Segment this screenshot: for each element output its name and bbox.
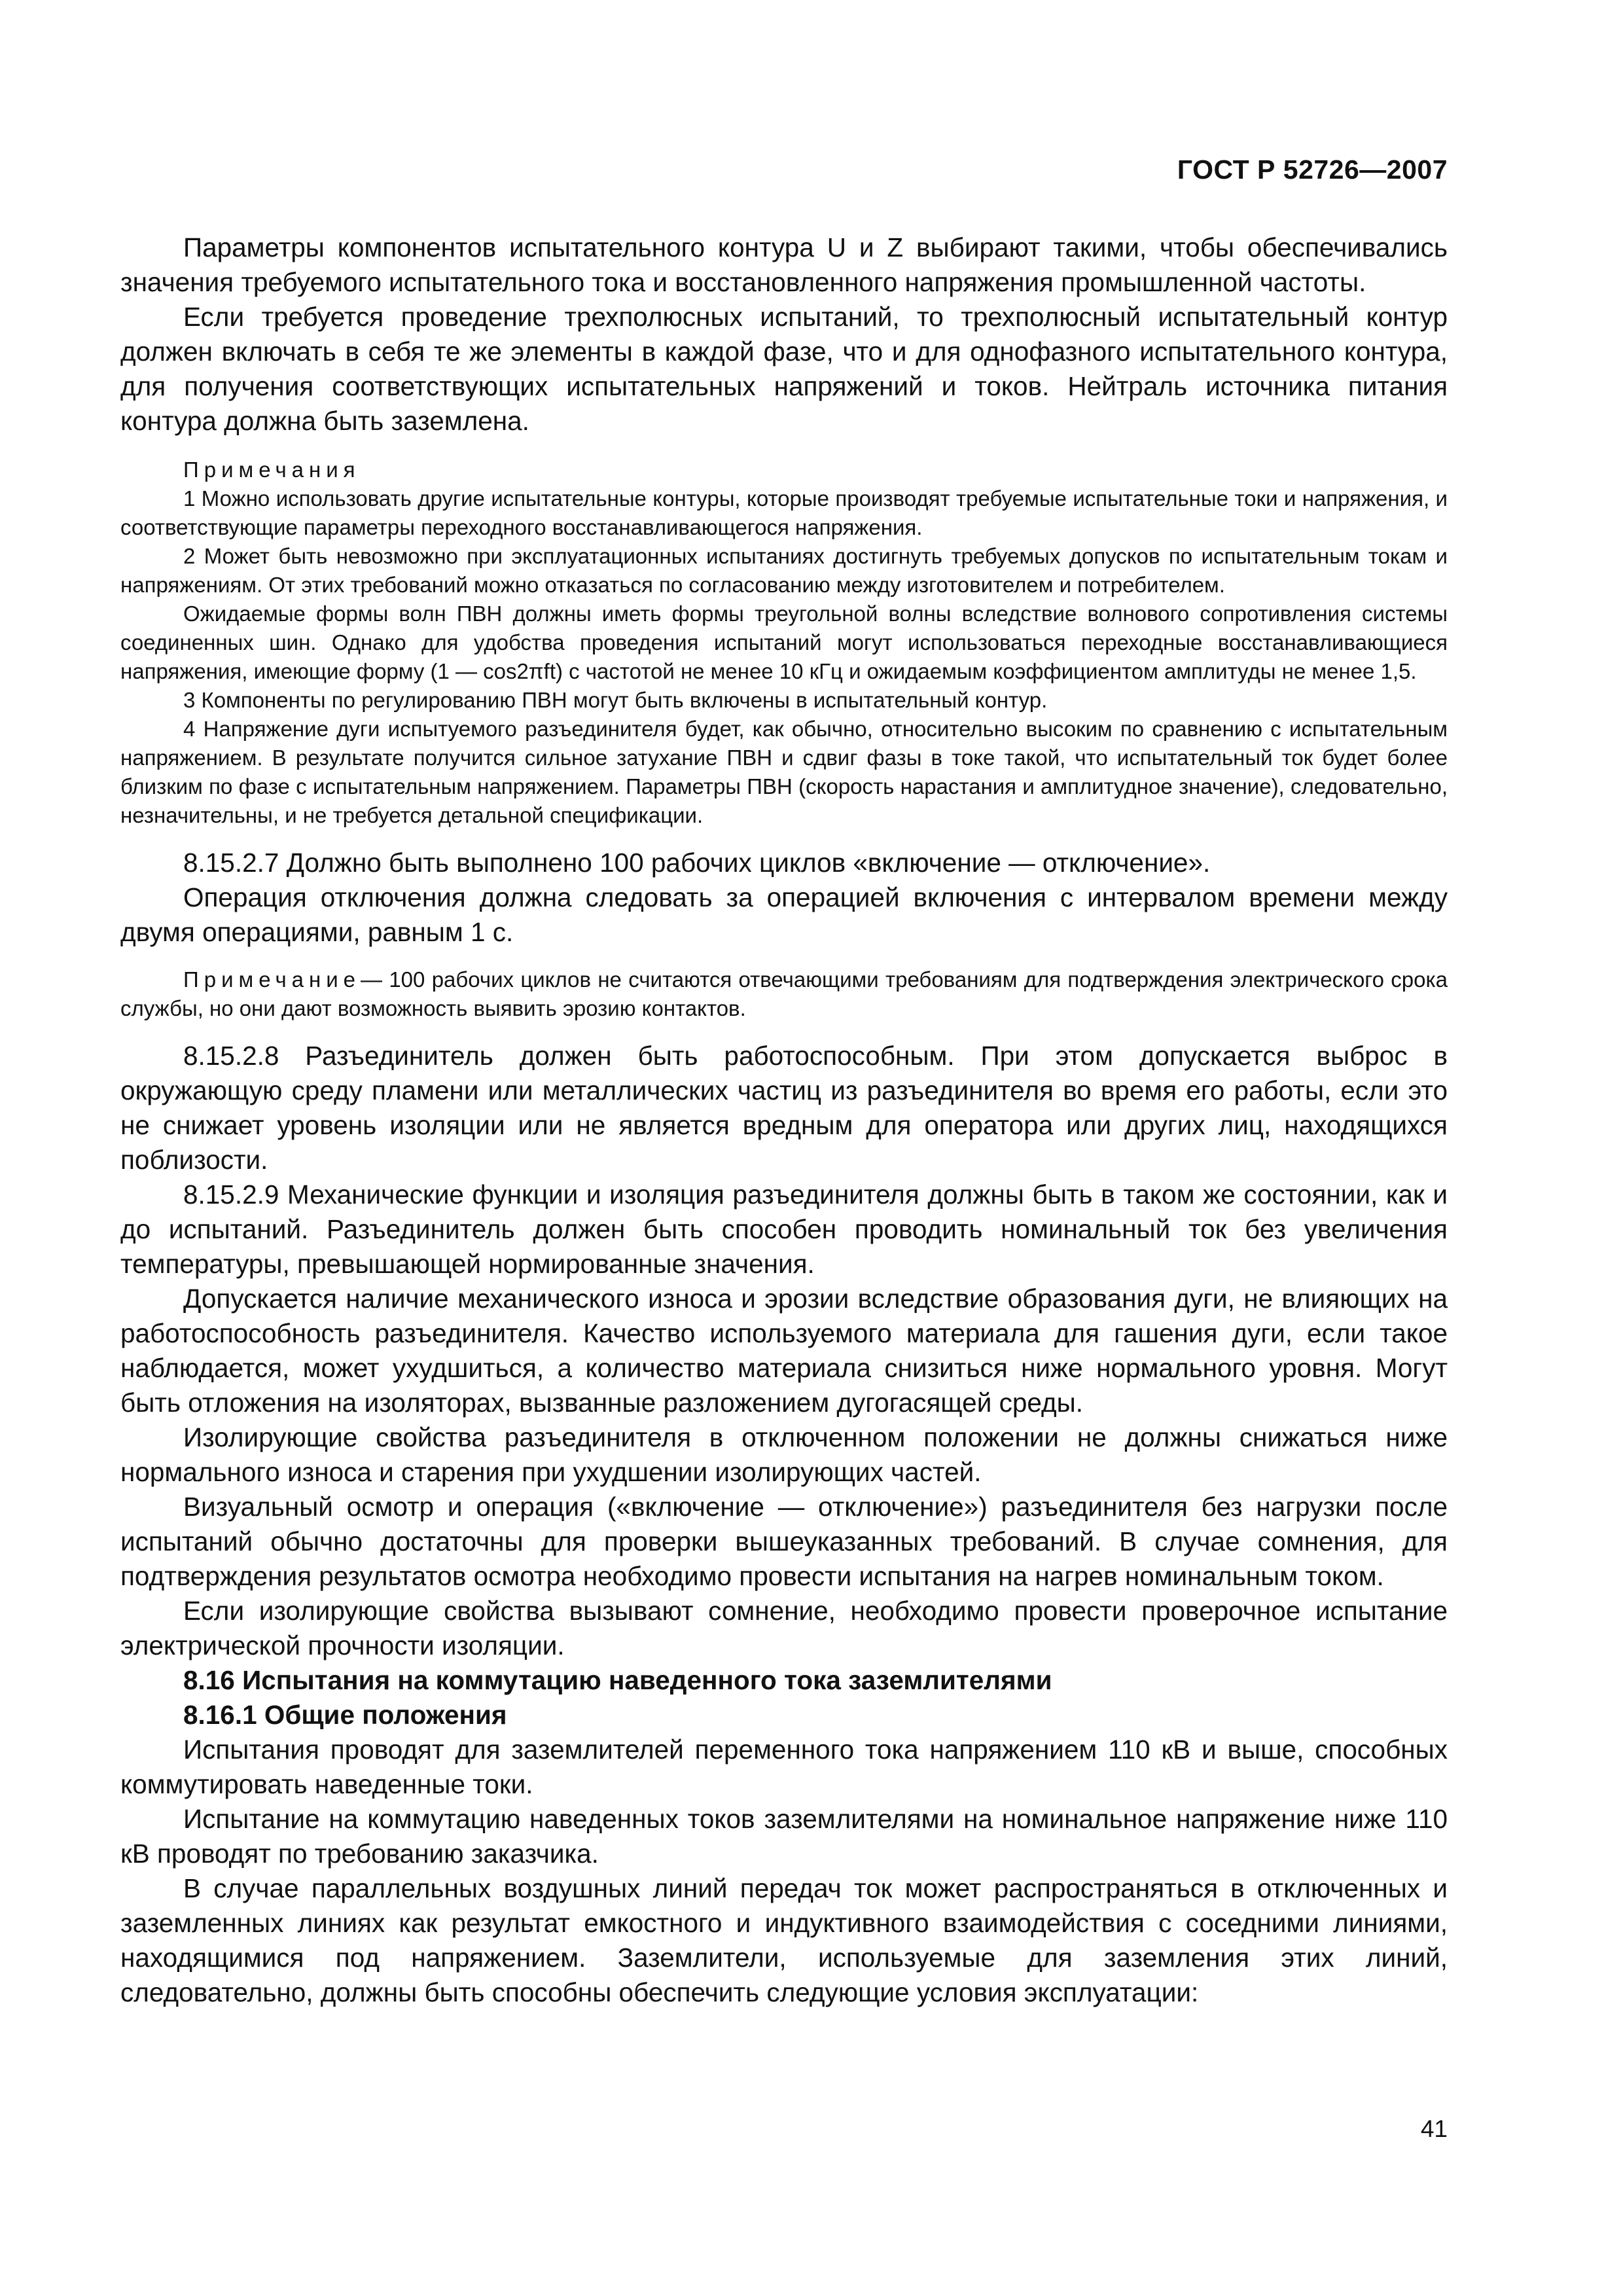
note-item: 1 Можно использовать другие испытательные контуры, которые производят требуемые испытательные токи и напряжения, и соответствующие параметры переходного восстанавливающегося напряжения. xyxy=(120,486,1448,539)
paragraph-three-pole: Если требуется проведение трехполюсных испытаний, то трехполюсный испытательный контур должен включать в себя те же элементы в каждой фазе, что и для однофазного испытательного контура, для получения соответствующих испытательных напряжений и токов. Нейтраль источника питания контура должна быть заземлена. xyxy=(120,302,1448,436)
clause-8-15-2-8: 8.15.2.8 Разъединитель должен быть работоспособным. При этом допускается выброс в окружающую среду пламени или металлических частиц из разъединителя во время его работы, если это не снижает уровень изоляции или не является вредным для оператора или других лиц, находящихся поблизости. xyxy=(120,1041,1448,1175)
page-number: 41 xyxy=(1420,2115,1448,2142)
heading-8-16-1: 8.16.1 Общие положения xyxy=(183,1700,507,1730)
note-item: 4 Напряжение дуги испытуемого разъединителя будет, как обычно, относительно высоким по сравнению с испытательным напряжением. В результате получится сильное затухание ПВН и сдвиг фазы в токе такой, что испытательный ток будет более близким по фазе с испытательным напряжением. Параметры ПВН (скорость нарастания и амплитудное значение), следовательно, незначительны, и не требуется детальной спецификации. xyxy=(120,717,1448,827)
note-text: — 100 рабочих циклов не считаются отвечающими требованиям для подтверждения электрического срока службы, но они дают возможность выявить эрозию контактов. xyxy=(120,967,1448,1020)
paragraph-parallel-lines: В случае параллельных воздушных линий передач ток может распространяться в отключенных и заземленных линиях как результат емкостного и индуктивного взаимодействия с соседними линиями, находящимися под напряжением. Заземлители, используемые для заземления этих линий, следовательно, должны быть способны обеспечить следующие условия эксплуатации: xyxy=(120,1873,1448,2007)
notes-heading: Примечания xyxy=(183,457,361,482)
clause-8-15-2-7: 8.15.2.7 Должно быть выполнено 100 рабочих циклов «включение — отключение». xyxy=(183,848,1211,878)
paragraph-interval: Операция отключения должна следовать за операцией включения с интервалом времени между двумя операциями, равным 1 с. xyxy=(120,882,1448,947)
note-item: 2 Может быть невозможно при эксплуатационных испытаниях достигнуть требуемых допусков по испытательным токам и напряжениям. От этих требований можно отказаться по согласованию между изготовителем и потребителем. xyxy=(120,544,1448,597)
paragraph-visual-inspection: Визуальный осмотр и операция («включение — отключение») разъединителя без нагрузки после испытаний обычно достаточны для проверки вышеуказанных требований. В случае сомнения, для подтверждения результатов осмотра необходимо провести испытания на нагрев номинальным током. xyxy=(120,1492,1448,1591)
paragraph-components: Параметры компонентов испытательного контура U и Z выбирают такими, чтобы обеспечивались значения требуемого испытательного тока и восстановленного напряжения промышленной частоты. xyxy=(120,232,1448,297)
paragraph-dielectric-test: Если изолирующие свойства вызывают сомнение, необходимо провести проверочное испытание электрической прочности изоляции. xyxy=(120,1596,1448,1660)
document-code-header: ГОСТ Р 52726—2007 xyxy=(1177,154,1448,185)
document-body xyxy=(120,230,1448,2010)
heading-8-16: 8.16 Испытания на коммутацию наведенного тока заземлителями xyxy=(183,1665,1052,1695)
paragraph-below-110kv: Испытание на коммутацию наведенных токов заземлителями на номинальное напряжение ниже 110 кВ проводят по требованию заказчика. xyxy=(120,1804,1448,1869)
clause-8-15-2-9: 8.15.2.9 Механические функции и изоляция разъединителя должны быть в таком же состоянии, как и до испытаний. Разъединитель должен быть способен проводить номинальный ток без увеличения температуры, превышающей нормированные значения. xyxy=(120,1179,1448,1279)
paragraph-earthing-switches: Испытания проводят для заземлителей переменного тока напряжением 110 кВ и выше, способных коммутировать наведенные токи. xyxy=(120,1734,1448,1799)
note-single xyxy=(120,965,1448,1023)
note-item: 3 Компоненты по регулированию ПВН могут быть включены в испытательный контур. xyxy=(183,688,1048,712)
note-item: Ожидаемые формы волн ПВН должны иметь формы треугольной волны вследствие волнового сопротивления системы соединенных шин. Однако для удобства проведения испытаний могут использоваться переходные восстанавливающиеся напряжения, имеющие форму (1 — cos2πft) с частотой не менее 10 кГц и ожидаемым коэффициентом амплитуды не менее 1,5. xyxy=(120,601,1448,683)
paragraph-insulation: Изолирующие свойства разъединителя в отключенном положении не должны снижаться ниже нормального износа и старения при ухудшении изолирующих частей. xyxy=(120,1422,1448,1487)
paragraph-wear: Допускается наличие механического износа и эрозии вследствие образования дуги, не влияющих на работоспособность разъединителя. Качество используемого материала для гашения дуги, если такое наблюдается, может ухудшиться, а количество материала снизиться ниже нормального уровня. Могут быть отложения на изоляторах, вызванные разложением дугогасящей среды. xyxy=(120,1283,1448,1418)
note-label: Примечание xyxy=(183,967,361,992)
